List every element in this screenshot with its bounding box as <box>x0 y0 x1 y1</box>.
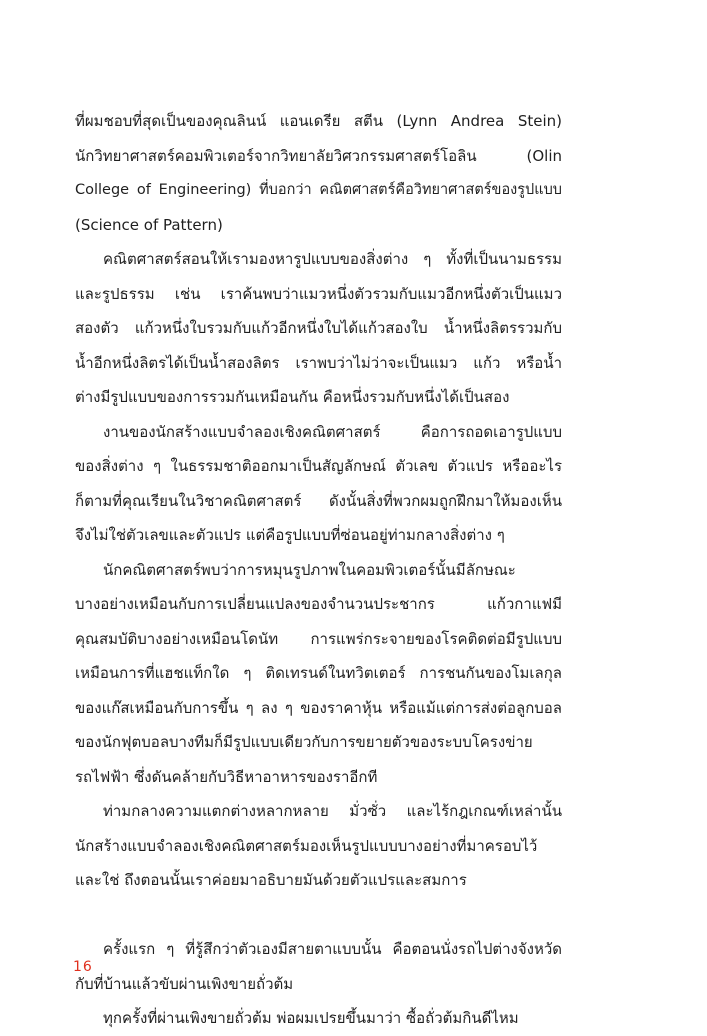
text-line: คุณสมบัติบางอย่างเหมือนโดนัท การแพร่กระจายของโรคติดต่อมีรูปแบบ <box>75 629 562 648</box>
body-text <box>75 104 562 1036</box>
text-line: นักสร้างแบบจำลองเชิงคณิตศาสตร์มองเห็นรูปแบบบางอย่างที่มาครอบไว้ <box>75 836 538 855</box>
text-line: น้ำอีกหนึ่งลิตรได้เป็นน้ำสองลิตร เราพบว่าไม่ว่าจะเป็นแมว แก้ว หรือน้ำ <box>75 353 562 372</box>
text-line: รถไฟฟ้า ซึ่งดันคล้ายกับวิธีหาอาหารของราอีกที <box>75 767 378 786</box>
text-line: บางอย่างเหมือนกับการเปลี่ยนแปลงของจำนวนประชากร แก้วกาแฟมี <box>75 595 562 613</box>
text-line: ท่ามกลางความแตกต่างหลากหลาย มั่วซั่ว และไร้กฎเกณฑ์เหล่านั้น <box>103 802 562 820</box>
text-line: นักวิทยาศาสตร์คอมพิวเตอร์จากวิทยาลัยวิศวกรรมศาสตร์โอลิน (Olin <box>75 146 562 165</box>
text-line: สองตัว แก้วหนึ่งใบรวมกับแก้วอีกหนึ่งใบได้แก้วสองใบ น้ำหนึ่งลิตรรวมกับ <box>75 319 562 337</box>
paragraph <box>75 104 562 242</box>
text-line: ทุกครั้งที่ผ่านเพิงขายถั่วต้ม พ่อผมเปรยขึ้นมาว่า ซื้อถั่วต้มกินดีไหม <box>103 1009 519 1027</box>
text-line: กับที่บ้านแล้วขับผ่านเพิงขายถั่วต้ม <box>75 974 294 993</box>
text-line: ครั้งแรก ๆ ที่รู้สึกว่าตัวเองมีสายตาแบบนั้น คือตอนนั่งรถไปต่างจังหวัด <box>103 940 562 958</box>
paragraph <box>75 242 562 415</box>
text-line: จึงไม่ใช่ตัวเลขและตัวแปร แต่คือรูปแบบที่ซ่อนอยู่ท่ามกลางสิ่งต่าง ๆ <box>75 526 505 544</box>
paragraph <box>75 415 562 553</box>
text-line: ที่ผมชอบที่สุดเป็นของคุณลินน์ แอนเดรีย สตีน (Lynn Andrea Stein) <box>75 112 562 130</box>
text-line: และใช่ ถึงตอนนั้นเราค่อยมาอธิบายมันด้วยตัวแปรและสมการ <box>75 871 467 889</box>
page-number: 16 <box>73 959 93 975</box>
paragraph <box>75 1001 562 1036</box>
text-line: College of Engineering) ที่บอกว่า คณิตศาสตร์คือวิทยาศาสตร์ของรูปแบบ <box>75 182 562 198</box>
text-line: เหมือนการที่แฮชแท็กใด ๆ ติดเทรนด์ในทวิตเตอร์ การชนกันของโมเลกุล <box>75 664 562 682</box>
text-line: (Science of Pattern) <box>75 215 223 234</box>
text-line: ของนักฟุตบอลบางทีมก็มีรูปแบบเดียวกับการขยายตัวของระบบโครงข่าย <box>75 733 533 751</box>
text-line: นักคณิตศาสตร์พบว่าการหมุนรูปภาพในคอมพิวเตอร์นั้นมีลักษณะ <box>103 560 516 579</box>
text-line: ก็ตามที่คุณเรียนในวิชาคณิตศาสตร์ ดังนั้นสิ่งที่พวกผมถูกฝึกมาให้มองเห็น <box>75 491 562 510</box>
text-line: ต่างมีรูปแบบของการรวมกันเหมือนกัน คือหนึ่งรวมกับหนึ่งได้เป็นสอง <box>75 388 510 406</box>
text-line: ของแก๊สเหมือนกับการขึ้น ๆ ลง ๆ ของราคาหุ้น หรือแม้แต่การส่งต่อลูกบอล <box>75 698 562 717</box>
text-line: คณิตศาสตร์สอนให้เรามองหารูปแบบของสิ่งต่าง ๆ ทั้งที่เป็นนามธรรม <box>103 250 562 268</box>
text-line: ของสิ่งต่าง ๆ ในธรรมชาติออกมาเป็นสัญลักษณ์ ตัวเลข ตัวแปร หรืออะไร <box>75 457 562 475</box>
text-line: งานของนักสร้างแบบจำลองเชิงคณิตศาสตร์ คือการถอดเอารูปแบบ <box>103 422 562 441</box>
paragraph <box>75 932 562 1001</box>
paragraph <box>75 553 562 795</box>
section-break <box>75 898 562 933</box>
paragraph <box>75 794 562 898</box>
text-line: และรูปธรรม เช่น เราค้นพบว่าแมวหนึ่งตัวรวมกับแมวอีกหนึ่งตัวเป็นแมว <box>75 284 562 303</box>
